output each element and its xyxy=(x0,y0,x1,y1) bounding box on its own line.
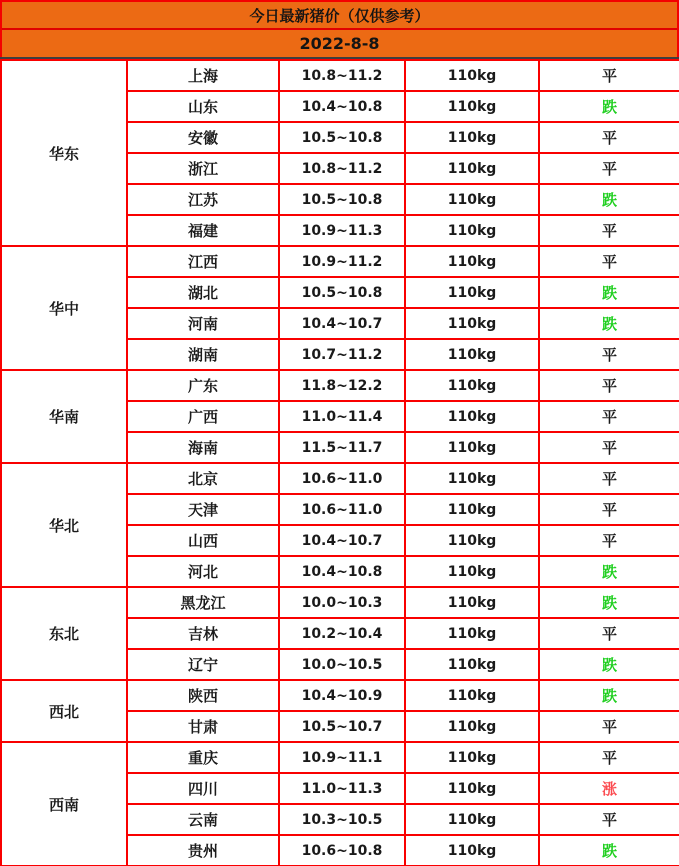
weight-cell: 110kg xyxy=(405,339,539,370)
weight-cell: 110kg xyxy=(405,277,539,308)
region-cell: 华北 xyxy=(1,463,127,587)
table-row xyxy=(1,60,679,91)
province-cell: 广西 xyxy=(127,401,279,432)
trend-cell: 平 xyxy=(539,432,679,463)
price-range-cell: 10.4~10.8 xyxy=(279,91,405,122)
weight-cell: 110kg xyxy=(405,370,539,401)
region-cell: 华中 xyxy=(1,246,127,370)
price-range-cell: 10.5~10.8 xyxy=(279,122,405,153)
price-table-body xyxy=(1,60,679,866)
trend-cell: 平 xyxy=(539,804,679,835)
weight-cell: 110kg xyxy=(405,60,539,91)
price-range-cell: 10.8~11.2 xyxy=(279,60,405,91)
weight-cell: 110kg xyxy=(405,835,539,866)
region-cell: 华南 xyxy=(1,370,127,463)
price-range-cell: 10.6~11.0 xyxy=(279,463,405,494)
price-range-cell: 10.8~11.2 xyxy=(279,153,405,184)
weight-cell: 110kg xyxy=(405,649,539,680)
weight-cell: 110kg xyxy=(405,308,539,339)
trend-cell: 平 xyxy=(539,525,679,556)
region-cell: 华东 xyxy=(1,60,127,246)
weight-cell: 110kg xyxy=(405,804,539,835)
trend-cell: 平 xyxy=(539,153,679,184)
trend-cell: 平 xyxy=(539,246,679,277)
province-cell: 辽宁 xyxy=(127,649,279,680)
table-row xyxy=(1,463,679,494)
province-cell: 甘肃 xyxy=(127,711,279,742)
province-cell: 云南 xyxy=(127,804,279,835)
region-cell: 东北 xyxy=(1,587,127,680)
price-range-cell: 10.3~10.5 xyxy=(279,804,405,835)
price-range-cell: 10.4~10.9 xyxy=(279,680,405,711)
trend-cell: 跌 xyxy=(539,277,679,308)
province-cell: 北京 xyxy=(127,463,279,494)
weight-cell: 110kg xyxy=(405,401,539,432)
price-range-cell: 11.0~11.4 xyxy=(279,401,405,432)
province-cell: 黑龙江 xyxy=(127,587,279,618)
weight-cell: 110kg xyxy=(405,525,539,556)
trend-cell: 跌 xyxy=(539,556,679,587)
price-range-cell: 11.8~12.2 xyxy=(279,370,405,401)
table-row xyxy=(1,370,679,401)
price-range-cell: 10.2~10.4 xyxy=(279,618,405,649)
weight-cell: 110kg xyxy=(405,215,539,246)
province-cell: 湖北 xyxy=(127,277,279,308)
trend-cell: 跌 xyxy=(539,587,679,618)
weight-cell: 110kg xyxy=(405,432,539,463)
table-row xyxy=(1,742,679,773)
trend-cell: 跌 xyxy=(539,184,679,215)
weight-cell: 110kg xyxy=(405,556,539,587)
weight-cell: 110kg xyxy=(405,463,539,494)
table-row xyxy=(1,246,679,277)
trend-cell: 平 xyxy=(539,401,679,432)
weight-cell: 110kg xyxy=(405,122,539,153)
price-range-cell: 11.5~11.7 xyxy=(279,432,405,463)
price-range-cell: 10.9~11.2 xyxy=(279,246,405,277)
province-cell: 山东 xyxy=(127,91,279,122)
trend-cell: 跌 xyxy=(539,91,679,122)
trend-cell: 平 xyxy=(539,494,679,525)
trend-cell: 平 xyxy=(539,60,679,91)
province-cell: 海南 xyxy=(127,432,279,463)
price-range-cell: 10.0~10.3 xyxy=(279,587,405,618)
province-cell: 安徽 xyxy=(127,122,279,153)
trend-cell: 跌 xyxy=(539,308,679,339)
province-cell: 山西 xyxy=(127,525,279,556)
table-row xyxy=(1,680,679,711)
trend-cell: 平 xyxy=(539,742,679,773)
region-cell: 西南 xyxy=(1,742,127,866)
province-cell: 广东 xyxy=(127,370,279,401)
province-cell: 河北 xyxy=(127,556,279,587)
price-range-cell: 10.6~11.0 xyxy=(279,494,405,525)
province-cell: 浙江 xyxy=(127,153,279,184)
weight-cell: 110kg xyxy=(405,184,539,215)
province-cell: 江西 xyxy=(127,246,279,277)
price-range-cell: 10.9~11.1 xyxy=(279,742,405,773)
province-cell: 湖南 xyxy=(127,339,279,370)
province-cell: 上海 xyxy=(127,60,279,91)
weight-cell: 110kg xyxy=(405,680,539,711)
trend-cell: 跌 xyxy=(539,835,679,866)
report-date: 2022-8-8 xyxy=(2,30,677,57)
region-cell: 西北 xyxy=(1,680,127,742)
province-cell: 河南 xyxy=(127,308,279,339)
trend-cell: 平 xyxy=(539,215,679,246)
province-cell: 吉林 xyxy=(127,618,279,649)
price-range-cell: 10.5~10.7 xyxy=(279,711,405,742)
trend-cell: 平 xyxy=(539,339,679,370)
weight-cell: 110kg xyxy=(405,91,539,122)
province-cell: 重庆 xyxy=(127,742,279,773)
trend-cell: 平 xyxy=(539,370,679,401)
price-range-cell: 10.7~11.2 xyxy=(279,339,405,370)
trend-cell: 平 xyxy=(539,618,679,649)
weight-cell: 110kg xyxy=(405,742,539,773)
province-cell: 陕西 xyxy=(127,680,279,711)
trend-cell: 跌 xyxy=(539,649,679,680)
trend-cell: 平 xyxy=(539,463,679,494)
province-cell: 贵州 xyxy=(127,835,279,866)
table-row xyxy=(1,587,679,618)
trend-cell: 平 xyxy=(539,711,679,742)
price-range-cell: 10.5~10.8 xyxy=(279,277,405,308)
weight-cell: 110kg xyxy=(405,494,539,525)
province-cell: 福建 xyxy=(127,215,279,246)
province-cell: 四川 xyxy=(127,773,279,804)
price-range-cell: 11.0~11.3 xyxy=(279,773,405,804)
trend-cell: 跌 xyxy=(539,680,679,711)
price-range-cell: 10.4~10.8 xyxy=(279,556,405,587)
weight-cell: 110kg xyxy=(405,618,539,649)
province-cell: 天津 xyxy=(127,494,279,525)
price-range-cell: 10.9~11.3 xyxy=(279,215,405,246)
trend-cell: 涨 xyxy=(539,773,679,804)
weight-cell: 110kg xyxy=(405,711,539,742)
weight-cell: 110kg xyxy=(405,773,539,804)
report-header xyxy=(0,0,679,57)
price-range-cell: 10.4~10.7 xyxy=(279,525,405,556)
weight-cell: 110kg xyxy=(405,587,539,618)
price-range-cell: 10.0~10.5 xyxy=(279,649,405,680)
price-range-cell: 10.5~10.8 xyxy=(279,184,405,215)
trend-cell: 平 xyxy=(539,122,679,153)
price-range-cell: 10.4~10.7 xyxy=(279,308,405,339)
weight-cell: 110kg xyxy=(405,246,539,277)
province-cell: 江苏 xyxy=(127,184,279,215)
weight-cell: 110kg xyxy=(405,153,539,184)
page-title: 今日最新猪价（仅供参考） xyxy=(2,0,677,30)
price-range-cell: 10.6~10.8 xyxy=(279,835,405,866)
price-table xyxy=(0,59,679,866)
